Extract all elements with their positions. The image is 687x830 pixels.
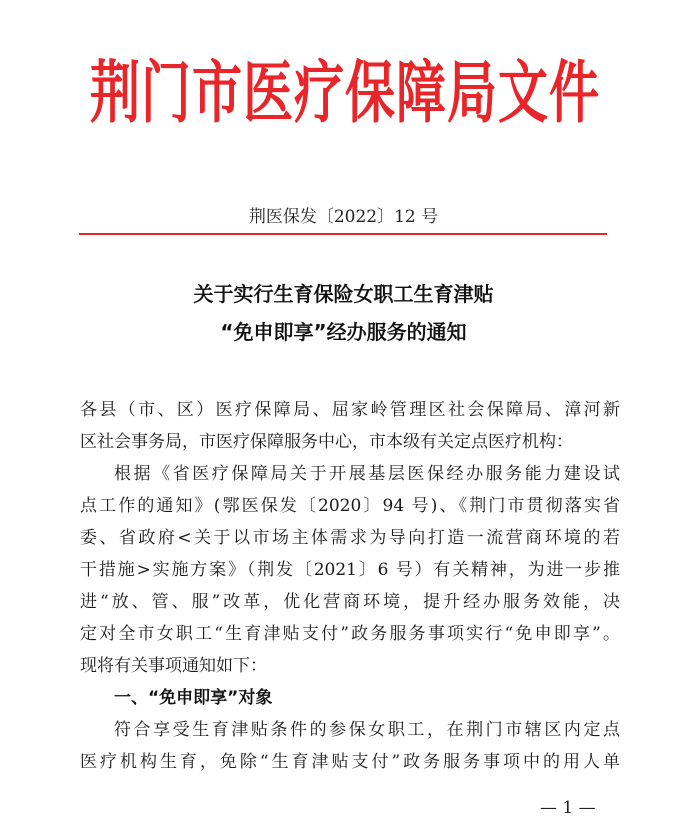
- body-line: 根据《省医疗保障局关于开展基层医保经办服务能力建设试: [114, 464, 620, 484]
- title-line-2: “免申即享”经办服务的通知: [220, 320, 467, 344]
- page-number: — 1 —: [540, 798, 596, 818]
- body-line: 委、省政府<关于以市场主体需求为导向打造一流营商环境的若: [80, 528, 620, 548]
- document-number: 荆医保发〔2022〕12 号: [248, 207, 439, 227]
- issuer-header: 荆门市医疗保障局文件: [90, 53, 600, 133]
- section-heading: 一、“免申即享”对象: [114, 688, 273, 708]
- body-line: 符合享受生育津贴条件的参保女职工，在荆门市辖区内定点: [114, 720, 620, 740]
- body-line: 区社会事务局，市医疗保障服务中心，市本级有关定点医疗机构：: [80, 432, 573, 452]
- body-line: 各县（市、区）医疗保障局、屈家岭管理区社会保障局、漳河新: [80, 400, 620, 420]
- body-line: 医疗机构生育，免除“生育津贴支付”政务服务事项中的用人单: [80, 752, 620, 772]
- body-line: 定对全市女职工“生育津贴支付”政务服务事项实行“免申即享”。: [80, 624, 620, 644]
- body-line: 进“放、管、服”改革，优化营商环境，提升经办服务效能，决: [80, 592, 620, 612]
- body-line: 干措施>实施方案》（荆发〔2021〕6 号）有关精神，为进一步推: [80, 560, 620, 580]
- body-line: 点工作的通知》(鄂医保发〔2020〕94 号)、《荆门市贯彻落实省: [80, 496, 620, 516]
- title-line-1: 关于实行生育保险女职工生育津贴: [193, 282, 494, 306]
- body-line: 现将有关事项通知如下：: [80, 656, 267, 676]
- red-divider-line: [79, 233, 607, 235]
